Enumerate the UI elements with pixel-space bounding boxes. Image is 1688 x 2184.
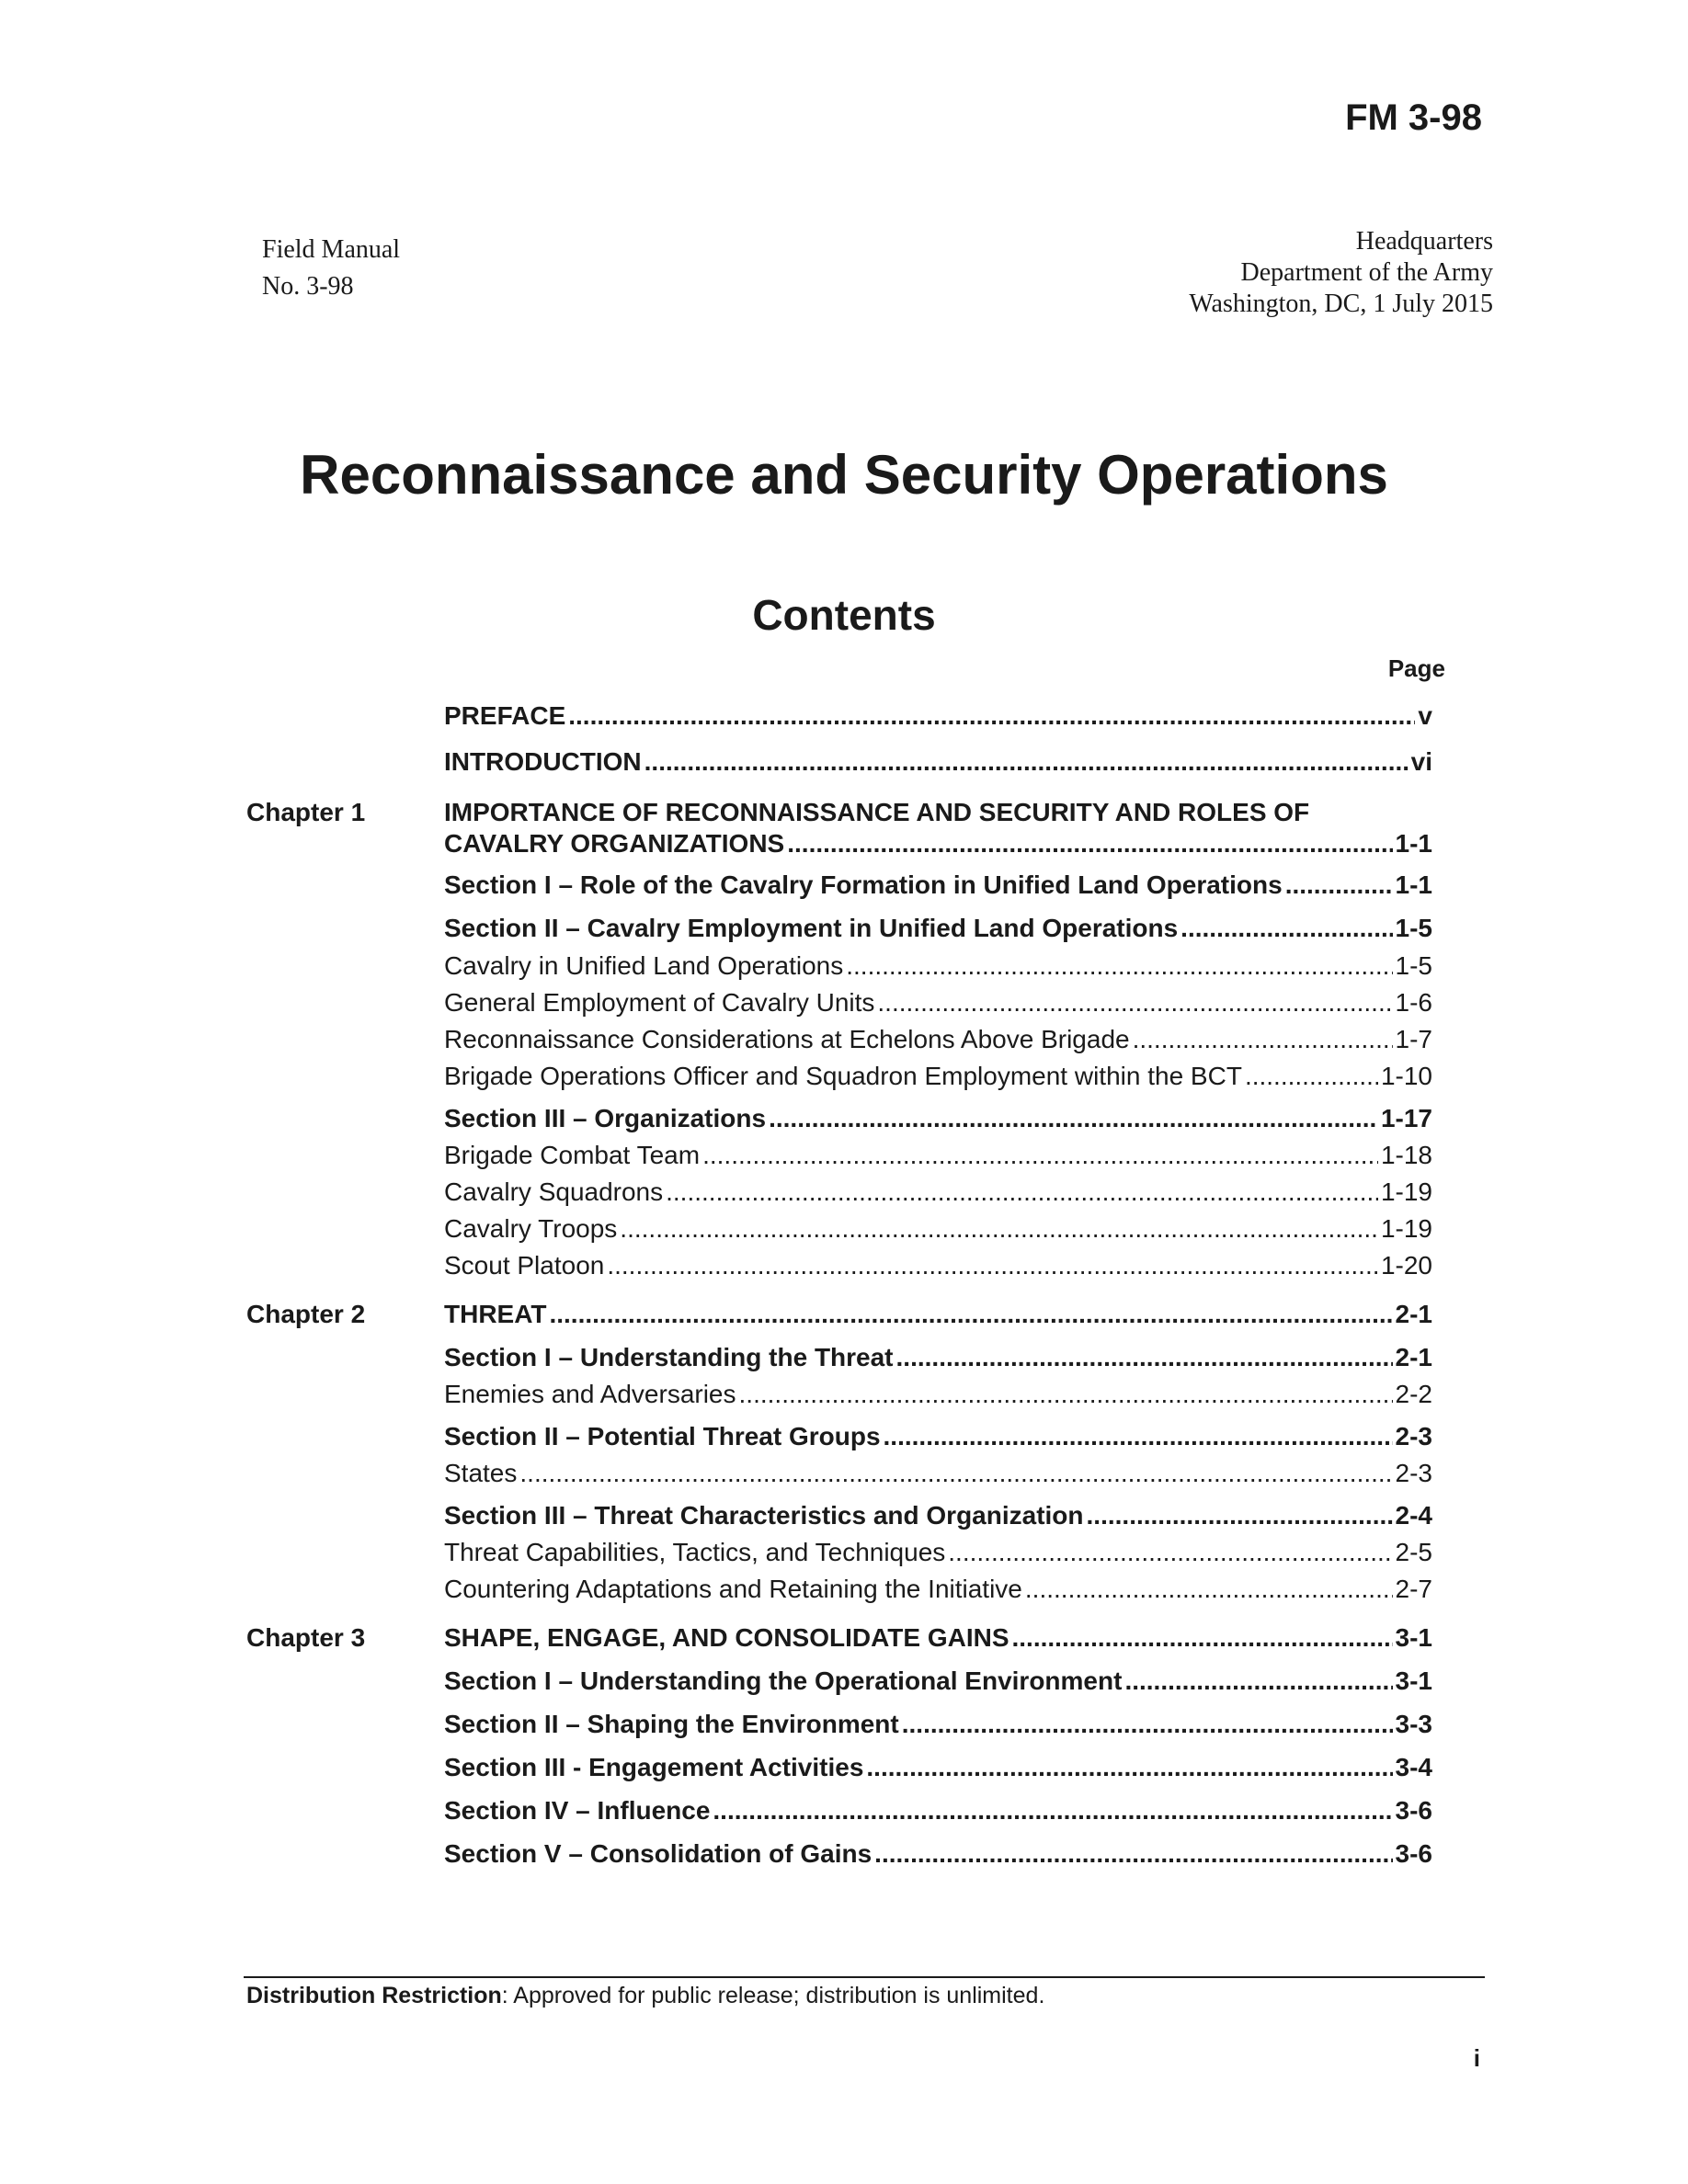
- toc-entry-label: PREFACE: [444, 701, 566, 730]
- dot-leader: [519, 1458, 1392, 1489]
- toc-entry-label: Section IV – Influence: [444, 1796, 711, 1825]
- authority-line-3: Washington, DC, 1 July 2015: [1189, 290, 1493, 318]
- toc-entry-label: Enemies and Adversaries: [444, 1380, 736, 1408]
- dot-leader: [607, 1250, 1378, 1281]
- issuing-authority: [1189, 226, 1493, 320]
- dot-leader: [568, 700, 1415, 732]
- chapter-label-1: Chapter 1: [246, 798, 366, 826]
- toc-entry-label: States: [444, 1459, 518, 1487]
- toc-entry-page: 3-4: [1395, 1753, 1432, 1781]
- toc-entry-label: General Employment of Cavalry Units: [444, 988, 875, 1017]
- toc-entry-label: Section III – Threat Characteristics and Organization: [444, 1501, 1084, 1530]
- dot-leader: [902, 1709, 1393, 1740]
- toc-entry-page: 1-19: [1380, 1214, 1432, 1243]
- toc-entry-page: 1-18: [1380, 1141, 1432, 1169]
- dot-leader: [948, 1537, 1392, 1568]
- toc-entry-topic[interactable]: [444, 950, 1432, 982]
- toc-entry-label: Brigade Operations Officer and Squadron Employment within the BCT: [444, 1062, 1242, 1090]
- toc-entry-topic[interactable]: [444, 1250, 1432, 1281]
- dot-leader: [1124, 1666, 1392, 1697]
- toc-entry-label: Section V – Consolidation of Gains: [444, 1839, 873, 1868]
- toc-entry-label: THREAT: [444, 1300, 547, 1328]
- dot-leader: [884, 1421, 1393, 1452]
- toc-entry-topic[interactable]: [444, 1177, 1432, 1208]
- toc-entry-section[interactable]: [444, 1342, 1432, 1373]
- toc-entry-label: Section III - Engagement Activities: [444, 1753, 864, 1781]
- toc-entry-label: Section II – Potential Threat Groups: [444, 1422, 881, 1450]
- dot-leader: [549, 1299, 1392, 1330]
- dot-leader: [1180, 913, 1392, 944]
- toc-entry-label: INTRODUCTION: [444, 747, 642, 776]
- toc-entry-page: 2-1: [1395, 1343, 1432, 1371]
- toc-entry-label: Section I – Understanding the Operational Environment: [444, 1666, 1123, 1695]
- toc-entry-topic[interactable]: [444, 1379, 1432, 1410]
- toc-entry-page: 1-1: [1395, 870, 1432, 899]
- toc-entry-section[interactable]: [444, 1709, 1432, 1740]
- toc-entry-page: 2-3: [1395, 1422, 1432, 1450]
- authority-line-1: Headquarters: [1355, 227, 1493, 256]
- dot-leader: [1012, 1622, 1393, 1654]
- toc-entry-topic[interactable]: [444, 1458, 1432, 1489]
- dot-leader: [713, 1795, 1392, 1826]
- distribution-restriction-text: : Approved for public release; distribution is unlimited.: [501, 1983, 1045, 2008]
- dot-leader: [1087, 1500, 1393, 1531]
- toc-entry-page: 1-5: [1395, 914, 1432, 942]
- dot-leader: [666, 1177, 1378, 1208]
- toc-entry-section[interactable]: [444, 1103, 1432, 1134]
- toc-entry-page: vi: [1410, 747, 1432, 776]
- toc-entry-section[interactable]: [444, 1752, 1432, 1783]
- toc-entry-section[interactable]: [444, 1421, 1432, 1452]
- toc-entry-page: 2-1: [1395, 1300, 1432, 1328]
- dot-leader: [1025, 1574, 1393, 1605]
- contents-heading: Contents: [752, 591, 936, 639]
- toc-entry-preface[interactable]: [444, 700, 1432, 732]
- page-number: i: [1473, 2044, 1480, 2072]
- toc-entry-label: Reconnaissance Considerations at Echelons Above Brigade: [444, 1025, 1130, 1053]
- toc-entry-label: Cavalry Troops: [444, 1214, 618, 1243]
- toc-entry-page: 3-3: [1395, 1710, 1432, 1738]
- toc-entry-label: Section II – Cavalry Employment in Unified Land Operations: [444, 914, 1179, 942]
- dot-leader: [769, 1103, 1378, 1134]
- toc-entry-page: 1-10: [1380, 1062, 1432, 1090]
- toc-entry-label-line-2: CAVALRY ORGANIZATIONS: [444, 829, 785, 858]
- dot-leader: [1285, 870, 1393, 901]
- toc-entry-page: 2-2: [1395, 1380, 1432, 1408]
- toc-entry-label: Brigade Combat Team: [444, 1141, 701, 1169]
- dot-leader: [866, 1752, 1392, 1783]
- footer-divider: [244, 1976, 1485, 1978]
- toc-entry-page: 1-7: [1395, 1025, 1432, 1053]
- toc-entry-section[interactable]: [444, 870, 1432, 901]
- field-manual-id: [262, 232, 400, 305]
- dot-leader: [702, 1140, 1378, 1171]
- dot-leader: [644, 746, 1409, 778]
- toc-entry-label-line-1: IMPORTANCE OF RECONNAISSANCE AND SECURITY AND ROLES OF: [444, 798, 1310, 826]
- toc-entry-topic[interactable]: [444, 1574, 1432, 1605]
- document-number: FM 3-98: [1345, 97, 1482, 138]
- distribution-restriction: [246, 1983, 1044, 2009]
- toc-entry-introduction[interactable]: [444, 746, 1432, 778]
- toc-entry-page: 3-6: [1395, 1839, 1432, 1868]
- toc-entry-page: 1-19: [1380, 1177, 1432, 1206]
- dot-leader: [1245, 1061, 1378, 1092]
- dot-leader: [739, 1379, 1393, 1410]
- toc-entry-section[interactable]: [444, 1838, 1432, 1870]
- chapter-label-3: Chapter 3: [246, 1623, 366, 1652]
- toc-entry-page: 2-4: [1395, 1501, 1432, 1530]
- toc-entry-label: Cavalry Squadrons: [444, 1177, 664, 1206]
- toc-entry-page: 3-1: [1395, 1666, 1432, 1695]
- field-manual-label: Field Manual: [262, 235, 401, 264]
- toc-entry-topic[interactable]: [444, 1213, 1432, 1245]
- toc-entry-topic[interactable]: [444, 1140, 1432, 1171]
- field-manual-number: No. 3-98: [262, 272, 354, 301]
- dot-leader: [787, 828, 1392, 859]
- toc-entry-page: 1-20: [1380, 1251, 1432, 1280]
- toc-entry-page: 1-5: [1395, 951, 1432, 980]
- toc-entry-page: 1-17: [1380, 1104, 1432, 1132]
- toc-entry-topic[interactable]: [444, 1024, 1432, 1055]
- authority-line-2: Department of the Army: [1240, 258, 1493, 287]
- toc-entry-page: 3-6: [1395, 1796, 1432, 1825]
- toc-entry-label: Section III – Organizations: [444, 1104, 767, 1132]
- toc-entry-section[interactable]: [444, 913, 1432, 944]
- distribution-restriction-label: Distribution Restriction: [246, 1983, 502, 2008]
- dot-leader: [896, 1342, 1393, 1373]
- dot-leader: [1133, 1024, 1393, 1055]
- toc-entry-label: Section II – Shaping the Environment: [444, 1710, 899, 1738]
- toc-entry-page: 1-6: [1395, 988, 1432, 1017]
- toc-entry-label: Section I – Understanding the Threat: [444, 1343, 894, 1371]
- toc-entry-topic[interactable]: [444, 1061, 1432, 1092]
- document-title: Reconnaissance and Security Operations: [300, 444, 1388, 506]
- toc-entry-section[interactable]: [444, 1500, 1432, 1531]
- chapter-label-2: Chapter 2: [246, 1300, 366, 1328]
- toc-entry-chapter-2[interactable]: [444, 1299, 1432, 1330]
- dot-leader: [874, 1838, 1392, 1870]
- dot-leader: [846, 950, 1392, 982]
- toc-entry-page: v: [1418, 701, 1432, 730]
- toc-entry-topic[interactable]: [444, 1537, 1432, 1568]
- toc-entry-chapter-3[interactable]: [444, 1622, 1432, 1654]
- toc-entry-label: Cavalry in Unified Land Operations: [444, 951, 844, 980]
- toc-entry-page: 1-1: [1395, 829, 1432, 858]
- toc-entry-page: 2-7: [1395, 1575, 1432, 1603]
- toc-entry-chapter-1[interactable]: [444, 797, 1432, 859]
- toc-entry-page: 2-5: [1395, 1538, 1432, 1566]
- dot-leader: [877, 987, 1392, 1018]
- toc-entry-topic[interactable]: [444, 987, 1432, 1018]
- toc-entry-label: Scout Platoon: [444, 1251, 605, 1280]
- dot-leader: [620, 1213, 1378, 1245]
- toc-entry-section[interactable]: [444, 1795, 1432, 1826]
- toc-entry-section[interactable]: [444, 1666, 1432, 1697]
- toc-entry-page: 2-3: [1395, 1459, 1432, 1487]
- toc-entry-label: Countering Adaptations and Retaining the Initiative: [444, 1575, 1022, 1603]
- toc-entry-label: Section I – Role of the Cavalry Formation in Unified Land Operations: [444, 870, 1283, 899]
- toc-entry-page: 3-1: [1395, 1623, 1432, 1652]
- toc-entry-label: SHAPE, ENGAGE, AND CONSOLIDATE GAINS: [444, 1623, 1009, 1652]
- toc-entry-label: Threat Capabilities, Tactics, and Techniques: [444, 1538, 946, 1566]
- page-column-heading: Page: [1387, 654, 1445, 682]
